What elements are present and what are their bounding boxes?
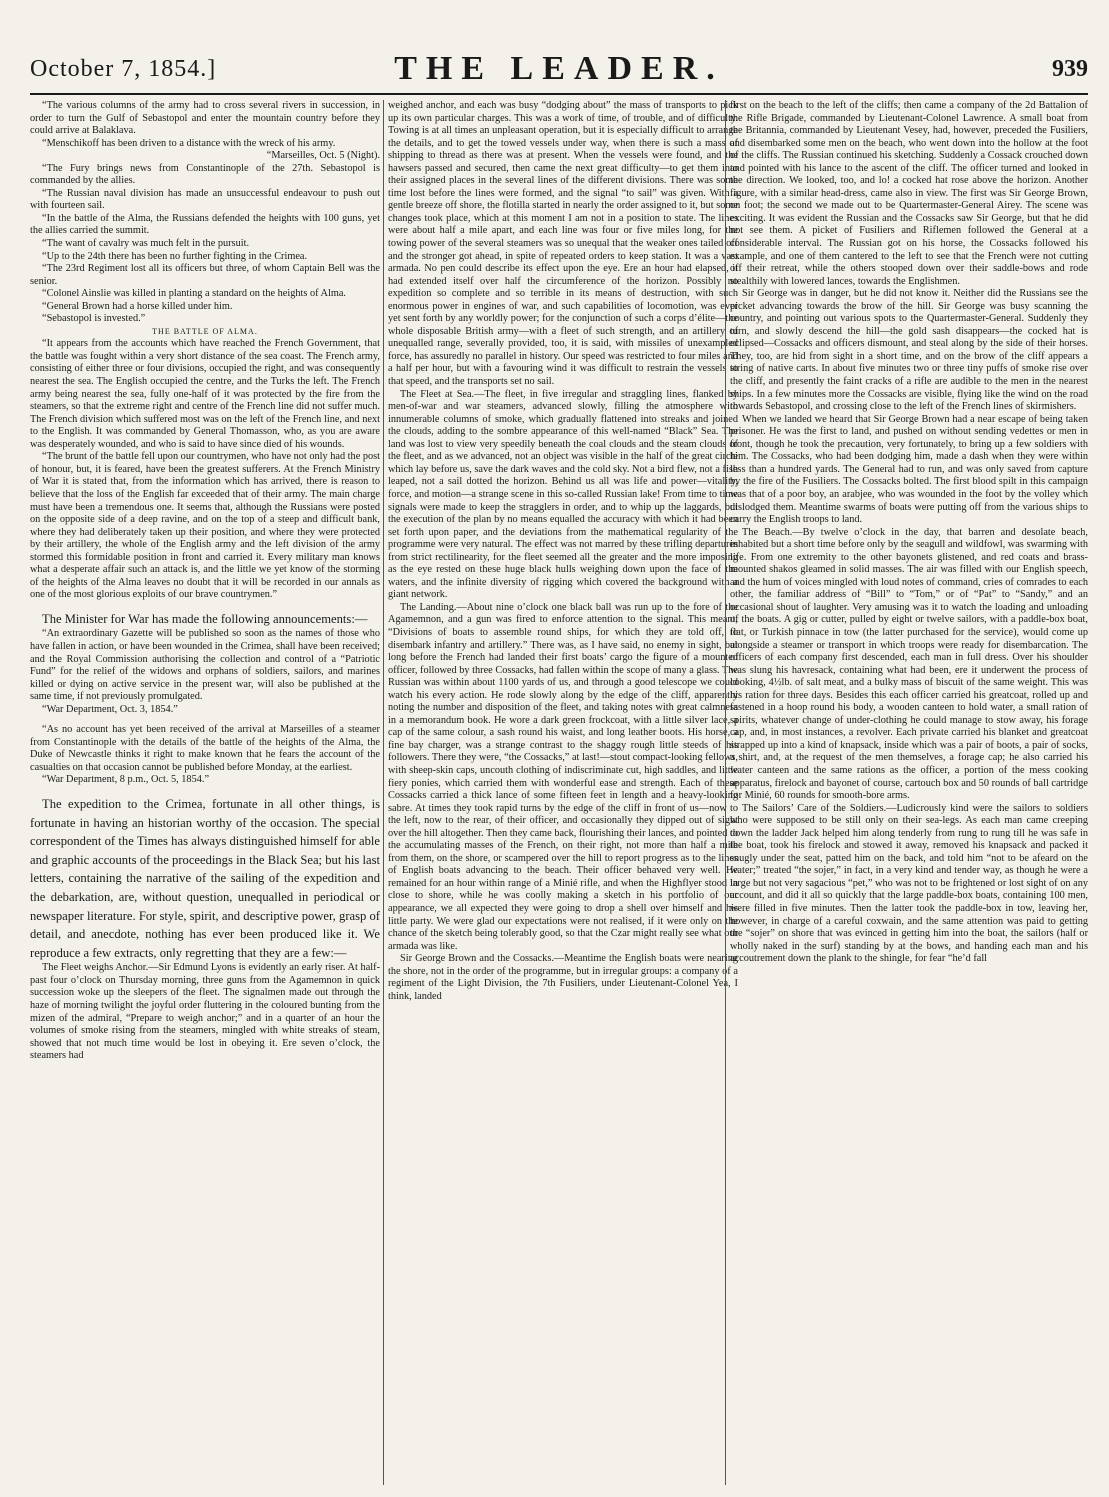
paragraph: “As no account has yet been received of the arrival at Marseilles of a steamer from Constantinople with the details of the battle of the heights of the Alma, the Duke of Newcastle thinks it right to make known that he fears the account of the casualties on that occasion cannot be published before Monday, at the earliest. [30, 724, 380, 773]
paragraph: “The various columns of the army had to cross several rivers in succession, in order to turn the Gulf of Sebastopol and enter the mountain country before they could arrive at Balaklava. [30, 100, 380, 137]
paragraph: The Minister for War has made the following announcements:— [42, 611, 368, 626]
paragraph: “The 23rd Regiment lost all its officers but three, of whom Captain Bell was the senior. [30, 263, 380, 287]
newspaper-title: THE LEADER. [394, 50, 724, 87]
paragraph: The Sailors’ Care of the Soldiers.—Ludicrously kind were the sailors to soldiers who were supposed to be still only on their sea-legs. As each man came creeping down the ladder Jack helped him along tenderly from rung to rung till he was safe in the boat, took his firelock and stowed it away, removed his knapsack and packed it snugly under the seat, patted him on the back, and told him “not to be afeard on the water;” treated “the sojer,” in fact, in a very kind and tender way, as though he were a large but not very sagacious “pet,” who was not to be frightened or lost sight of on any account, and did it all so quickly that the large paddle-box boats, containing 100 men, were filled in five minutes. Then the latter took the paddle-box in tow, leaving her, however, in charge of a careful coxwain, and the same attention was paid to getting the “sojer” on shore that was evinced in getting him into the boat, the sailors (half or wholly naked in the surf) standing by at the bows, and handing each man and his accoutrement down the plank to the shingle, for fear “he’d fall [730, 802, 1088, 965]
spacer [30, 787, 380, 795]
spacer [30, 602, 380, 610]
paragraph: “General Brown had a horse killed under him. [42, 300, 233, 312]
paragraph: The Fleet weighs Anchor.—Sir Edmund Lyons is evidently an early riser. At half-past four o’clock on Thursday morning, three guns from the Agamemnon in quick succession woke up the sleepers of the fleet. The signalmen made out through the haze of morning twilight the joyful order fluttering in the coloured bunting from the mizen of the admiral, “Prepare to weigh anchor;” and in a quarter of an hour the volumes of smoke rising from the steamers, mingled with white streaks of steam, showed that not much time would be lost in obeying it. Ere seven o’clock, the steamers had [30, 962, 380, 1062]
spacer [30, 716, 380, 724]
column-divider [725, 100, 726, 1485]
paragraph: Sir George Brown and the Cossacks.—Meantime the English boats were nearing the shore, not in the order of the programme, but in irregular groups: a company of a regiment of the Light Division, the 7th Fusiliers, under Lieutenant-Colonel Yea, I think, landed [388, 953, 738, 1002]
paragraph: “Menschikoff has been driven to a distance with the wreck of his army. [42, 137, 336, 149]
paragraph: “War Department, Oct. 3, 1854.” [42, 703, 178, 715]
masthead [30, 50, 1088, 90]
paragraph: “Colonel Ainslie was killed in planting a standard on the heights of Alma. [42, 288, 346, 300]
paragraph: “It appears from the accounts which have reached the French Government, that the battle was fought within a very short distance of the sea coast. The French army, consisting of either three or four divisions, occupied the right, and was consequently nearest the sea. The English occupied the centre, and the Turks the left. The French army being nearest the sea, fully one-half of it was protected by the fire from the steamers, so that the extreme right and centre of the French line did not suffer much. The French division which suffered most was on the left of the French line, and next to the English. It was commanded by General Thomasson, who, as you are aware was desperately wounded, and who is said to have since died of his wounds. [30, 338, 380, 450]
column-1 [30, 100, 380, 1485]
paragraph: “Sebastopol is invested.” [42, 313, 146, 325]
paragraph: first on the beach to the left of the cliffs; then came a company of the 2d Battalion of the Rifle Brigade, commanded by Lieutenant-Colonel Lawrence. A small boat from the Britannia, commanded by Lieutenant Vesey, had, however, preceded the Fusiliers, and disembarked some men on the beach, who went down into the hollow at the foot of the cliffs. The Russian continued his sketching. Suddenly a Cossack crouched down and pointed with his lance to the ascent of the cliff. The officer turned and looked in the direction. We looked, too, and lo! a cocked hat rose above the horizon. Another figure, with a similar head-dress, came also in view. The first was Sir George Brown, on foot; the second we made out to be Quartermaster-General Airey. The scene was exciting. It was evident the Russian and the Cossacks saw Sir George, but that he did not see them. A picket of Fusiliers and Riflemen followed the General at a considerable interval. The Russian got on his horse, the Cossacks followed his example, and one of them cantered to the left to see that the French were not cutting off their retreat, while the others stooped down over their saddle-bows and rode stealthily with lowered lances, towards the Englishmen. [730, 100, 1088, 287]
masthead-rule [30, 93, 1088, 95]
column-3 [730, 100, 1088, 1485]
paragraph: “Up to the 24th there has been no further fighting in the Crimea. [42, 250, 308, 262]
paragraph: The expedition to the Crimea, fortunate in all other things, is fortunate in having an historian worthy of the occasion. The special correspondent of the Times has always distinguished himself for able and graphic accounts of the proceedings in the Black Sea; but his last letters, containing the narrative of the sailing of the expedition and the debarkation, are, without question, unequalled in periodical or newspaper literature. For style, spirit, and descriptive power, grasp of detail, and anecdote, nothing has ever been produced like it. We reproduce a few extracts, only regretting that they are a few:— [30, 797, 380, 960]
paragraph: Sir George was in danger, but he did not know it. Neither did the Russians see the picket advancing towards the brow of the hill. Sir George was busy scanning the country, and pointing out various spots to the Quartermaster-General. Suddenly they turn, and slowly descend the hill—the gold sash disappears—the cocked hat is eclipsed—Cossacks and officers dismount, and steal along by the side of their horses. They, too, are hid from sight in a short time, and on the brow of the cliff appears a string of native carts. In about five minutes two or three tiny puffs of smoke rise over the cliff, and presently the faint cracks of a rifle are audible to the men in the nearest ships. In a few minutes more the Cossacks are visible, flying like the wind on the road towards Sebastopol, and crossing close to the left of the French lines of skirmishers. [730, 288, 1088, 413]
paragraph: The Fleet at Sea.—The fleet, in five irregular and straggling lines, flanked by men-of-war and war steamers, advanced slowly, filling the atmosphere with innumerable columns of smoke, which gradually flattened into streaks and joined the clouds, adding to the sombre appearance of this well-named “Black” Sea. The land was lost to view very speedily beneath the coal clouds and the steam clouds of the fleet, and as we advanced, not an object was visible in the half of the great circle which lay before us, save the dark waves and the cold sky. Not a bird flew, not a fish leaped, not a sail dotted the horizon. Behind us all was life and power—vitality, force, and motion—a strange scene in this so-called Russian lake! From time to time signals were made to keep the stragglers in order, and to whip up the laggards, but the execution of the plan by no means equalled the accuracy with which it had been set forth upon paper, and the deviations from the mathematical regularity of the programme were very natural. The effect was not marred by these trifling departures from strict rectilinearity, for the fleet seemed all the greater and the more imposing as the eye rested on these huge black hulls weighing down upon the face of the waters, and the infinite diversity of rigging which covered the background with a giant network. [388, 388, 738, 601]
paragraph: “In the battle of the Alma, the Russians defended the heights with 100 guns, yet the allies carried the summit. [30, 212, 380, 237]
paragraph: “War Department, 8 p.m., Oct. 5, 1854.” [42, 774, 210, 786]
paragraph: “The Russian naval division has made an unsuccessful endeavour to push out with fourteen sail. [30, 187, 380, 212]
issue-date: October 7, 1854.] [30, 56, 217, 82]
paragraph: When we landed we heard that Sir George Brown had a near escape of being taken prisoner. He was the first to land, and pushed on without sending vedettes or men in front, though he took the precaution, very fortunately, to bring up a few soldiers with him. The Cossacks, who had been dodging him, made a dash when they were within less than a hundred yards. The General had to run, and was only saved from capture by the fire of the Fusiliers. The Cossacks bolted. The first blood spilt in this campaign was that of a poor boy, an arabjee, who was wounded in the foot by the volley which dislodged them. Meantime swarms of boats were putting off from the various ships to carry the English troops to land. [730, 413, 1088, 526]
column-2 [388, 100, 738, 1485]
paragraph: “The want of cavalry was much felt in the pursuit. [42, 238, 250, 250]
paragraph: “The brunt of the battle fell upon our countrymen, who have not only had the post of honour, but, it is feared, have been the greatest sufferers. At the French Ministry of War it is stated that, from the information which has arrived, there is reason to believe that the loss of the English far exceeded that of their army. The main charge must have been a tremendous one. It seems that, although the Russians were posted on the opposite side of a deep ravine, and on the top of a steep and difficult bank, where they had deliberately taken up their position, and where they were protected by their artillery, the whole of the English army and the left division of the army stormed this formidable position in front and carried it. Every military man knows what a desperate affair such an attack is, and the little we yet know of the storming of the heights of the Alma leaves no doubt that it will be recorded in our annals as one of the most glorious exploits of our brave countrymen.” [30, 451, 380, 601]
page-number: 939 [1052, 56, 1088, 82]
paragraph: The Beach.—By twelve o’clock in the day, that barren and desolate beach, inhabited but a short time before only by the seagull and wildfowl, was swarming with life. From one extremity to the other bayonets glistened, and red coats and brass-mounted shakos gleamed in solid masses. The air was filled with our English speech, and the hum of voices mingled with loud notes of command, cries of comrades to each other, the familiar address of “Bill” to “Tom,” or of “Pat” to “Sandy,” and an occasional shout of laughter. Very amusing was it to watch the loading and unloading of the boats. A gig or cutter, pulled by eight or twelve sailors, with a paddle-box boat, flat, or Turkish pinnace in tow (the latter purchased for the service), would come up alongside a steamer or transport in which troops were ready for disembarcation. The officers of each company first descended, each man in full dress. Over his shoulder was slung his havresack, containing what had been, ere it underwent the process of cooking, 4½lb. of salt meat, and a bulky mass of biscuit of the same weight. This was his ration for three days. Besides this each officer carried his greatcoat, rolled up and fastened in a hoop round his body, a wooden canteen to hold water, a small ration of spirits, whatever change of under-clothing he could manage to stow away, his forage cap, and, in most instances, a revolver. Each private carried his blanket and greatcoat strapped up into a kind of knapsack, inside which was a pair of boots, a pair of socks, a shirt, and, at the request of the men themselves, a forage cap; he also carried his water canteen and the same rations as the officer, a portion of the mess cooking apparatus, firelock and bayonet of course, cartouch box and 50 rounds of ball cartridge for Minié, 60 rounds for smooth-bore arms. [730, 526, 1088, 802]
paragraph: weighed anchor, and each was busy “dodging about” the mass of transports to pick up its own particular charges. This was a work of time, of trouble, and of difficulty. Towing is at all times an unpleasant operation, but it is especially difficult to arrange the details, and to get the towed vessels under way, when there is such a mass of shipping to thread as there was at present. When the vessels were found, and the hawsers passed and secured, then came the next great difficulty—to get them into their assigned places in the several lines of the different divisions. There was some time lost before the lines were formed, and the signal “to sail” was given. With a gentle breeze off shore, the flotilla started in nearly the order assigned to it, but some changes took place, which at this moment I am not in a position to state. The lines were about half a mile apart, and each line was four or five miles long, for the towing power of the several steamers was so unequal that the weaker ones tailed off and the stronger got ahead, in spite of repeated orders to keep station. It was a vast armada. No pen could describe its effect upon the eye. Ere an hour had elapsed, it had extended itself over half the circumference of the horizon. Possibly no expedition so complete and so terrible in its means of destruction, with such enormous power in engines of war, and such capabilities of locomotion, was ever yet sent forth by any worldly power; for the conjunction of such a corps d’élite—the whole disposable British army—with a fleet of such strength, and an artillery of unequalled range, severally provided, too, it is said, with missiles of unexampled force, has assuredly no parallel in history. Our speed was restricted to four miles and a half per hour, but with a favouring wind it was difficult to restrain the vessels to that speed, and the transports set no sail. [388, 100, 738, 388]
paragraph: The Landing.—About nine o’clock one black ball was run up to the fore of the Agamemnon, and a gun was fired to enforce attention to the signal. This meant, “Divisions of boats to assemble round ships, for which they are told off, to disembark infantry and artillery.” There was, as I have said, no enemy in sight, but long before the French had landed their first boats’ cargo the figure of a mounted officer, followed by three Cossacks, had fallen within the scope of many a glass. The Russian was within about 1100 yards of us, and through a good telescope we could watch his every action. He rode slowly along by the edge of the cliff, apparently noting the number and disposition of the fleet, and taking notes with great calmness in a memorandum book. He wore a dark green frockcoat, with a little silver lace, a cap of the same colour, a sash round his waist, and long leather boots. His horse, a fine bay charger, was a strange contrast to the shaggy rough little steeds of his followers. There they were, “the Cossacks,” at last!—stout compact-looking fellows, with sheep-skin caps, uncouth clothing of indiscriminate cut, high saddles, and little fiery ponies, which carried them with wonderful ease and strength. Each of these Cossacks carried a thick lance of some fifteen feet in length and a heavy-looking sabre. At times they took rapid turns by the edge of the cliff in front of us—now to the left, now to the rear, of their officer, and occasionally they dipped out of sight over the hill altogether. Then they came back, flourishing their lances, and pointed to the accumulating masses of the French, on their right, not more than half a mile from them, on the shore, or scampered over the hill to report progress as to the lines of English boats advancing to the beach. Their officer behaved very well. He remained for an hour within range of a Minié rifle, and when the Highflyer stood in close to shore, while he was coolly making a sketch in his portfolio of our appearance, we all expected they were going to drop a shell over himself and his little party. We were glad our expectations were not realised, if it were only on the chance of the sketch being tolerably good, so that the Czar might really see what our armada was like. [388, 601, 738, 952]
paragraph: “An extraordinary Gazette will be published so soon as the names of those who have fallen in action, or have been wounded in the Crimea, shall have been received; and the Royal Commission authorising the collection and control of a “Patriotic Fund” for the relief of the widows and orphans of soldiers, sailors, and marines killed or dying on active service in the present war, will also be published at the same time, if not previously promulgated. [30, 628, 380, 703]
column-divider [383, 100, 384, 1485]
section-heading: THE BATTLE OF ALMA. [152, 326, 258, 336]
dateline: “Marseilles, Oct. 5 (Night). [266, 150, 380, 162]
paragraph: “The Fury brings news from Constantinople of the 27th. Sebastopol is commanded by the allies. [30, 162, 380, 187]
